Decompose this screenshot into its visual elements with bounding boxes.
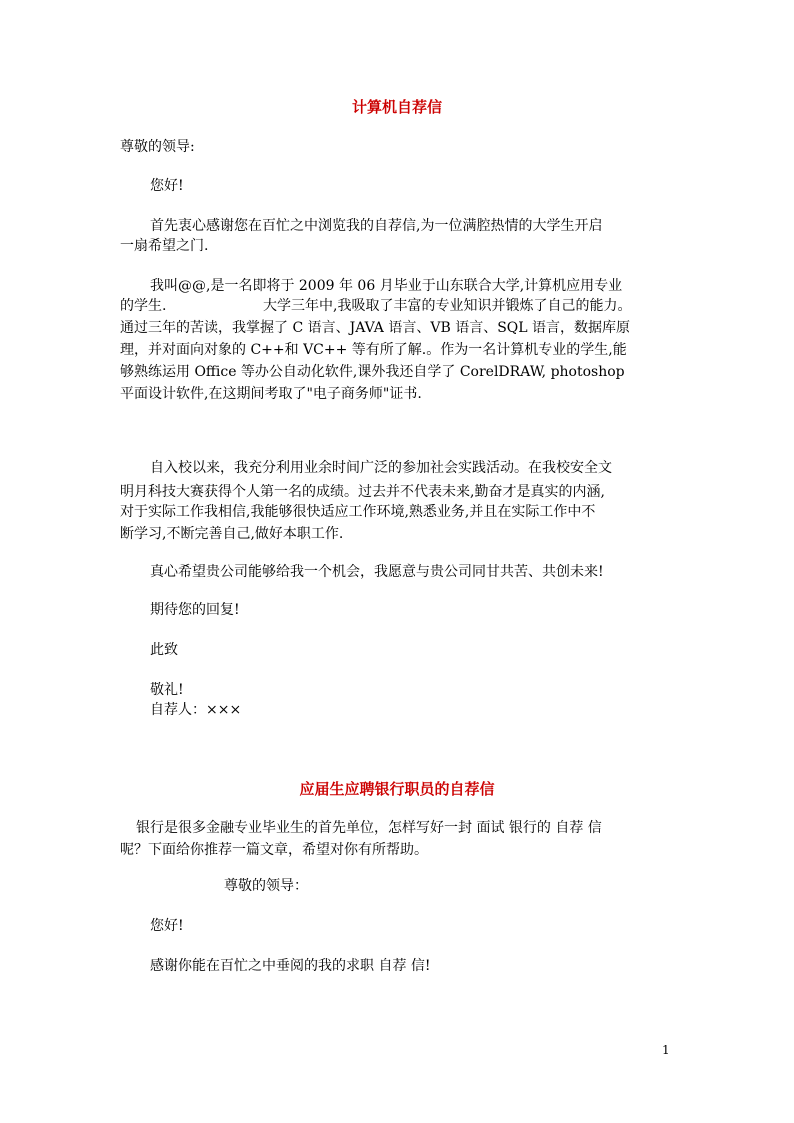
paragraph-line: 通过三年的苦读，我掌握了 C 语言、JAVA 语言、VB 语言、SQL 语言，数据库原 <box>120 320 631 336</box>
paragraph-line: 首先衷心感谢您在百忙之中浏览我的自荐信,为一位满腔热情的大学生开启 <box>150 218 603 234</box>
paragraph-line: 呢？下面给你推荐一篇文章，希望对你有所帮助。 <box>120 842 428 858</box>
paragraph-line: 银行是很多金融专业毕业生的首先单位，怎样写好一封 面试 银行的 自荐 信 <box>136 820 602 836</box>
paragraph-line: 对于实际工作我相信,我能够很快适应工作环境,熟悉业务,并且在实际工作中不 <box>120 504 596 520</box>
paragraph-line: 断学习,不断完善自己,做好本职工作. <box>120 526 344 542</box>
paragraph-line: 一扇希望之门. <box>120 238 209 254</box>
paragraph-line: 明月科技大赛获得个人第一名的成绩。过去并不代表未来,勤奋才是真实的内涵, <box>120 484 605 500</box>
paragraph-line: 大学三年中,我吸取了丰富的专业知识并锻炼了自己的能力。 <box>263 298 632 314</box>
letter-title-1: 计算机自荐信 <box>351 98 442 116</box>
letter-title-2: 应届生应聘银行职员的自荐信 <box>299 780 495 798</box>
closing-regards: 敬礼! <box>150 682 184 698</box>
greeting: 您好! <box>150 178 184 194</box>
paragraph-line: 的学生. <box>120 298 167 314</box>
paragraph-line: 我叫@@,是一名即将于 2009 年 06 月毕业于山东联合大学,计算机应用专业 <box>150 278 623 294</box>
closing: 此致 <box>150 642 178 658</box>
expect-reply: 期待您的回复! <box>150 602 240 618</box>
paragraph-line: 平面设计软件,在这期间考取了"电子商务师"证书. <box>120 386 422 402</box>
paragraph-line: 感谢你能在百忙之中垂阅的我的求职 自荐 信! <box>150 958 431 974</box>
paragraph-line: 真心希望贵公司能够给我一个机会，我愿意与贵公司同甘共苦、共创未来! <box>150 564 604 580</box>
greeting: 您好! <box>150 918 184 934</box>
salutation: 尊敬的领导： <box>224 878 308 894</box>
signature: 自荐人：××× <box>150 702 242 718</box>
paragraph-line: 自入校以来，我充分利用业余时间广泛的参加社会实践活动。在我校安全文 <box>150 460 612 476</box>
page-number: 1 <box>662 1043 670 1057</box>
paragraph-line: 够熟练运用 Office 等办公自动化软件,课外我还自学了 CorelDRAW, photoshop <box>120 364 625 380</box>
paragraph-line: 理，并对面向对象的 C++和 VC++ 等有所了解.。作为一名计算机专业的学生,能 <box>120 342 627 358</box>
salutation: 尊敬的领导: <box>120 139 195 155</box>
